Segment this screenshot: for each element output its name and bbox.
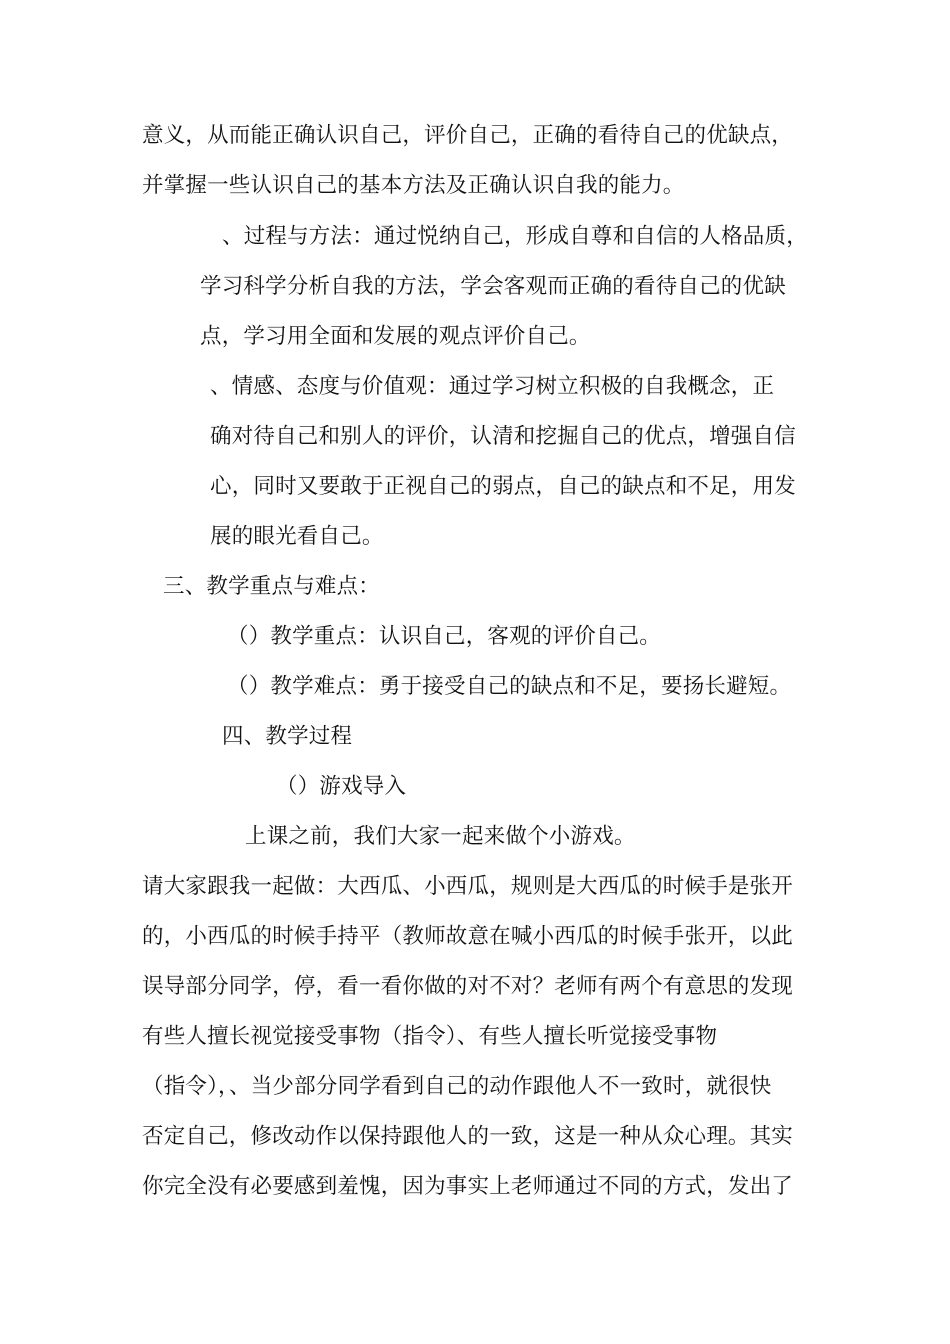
text-line: 展的眼光看自己。 [210,524,384,549]
subsection-heading: （）游戏导入 [276,774,407,799]
text-line: 学习科学分析自我的方法，学会客观而正确的看待自己的优缺 [200,274,786,299]
text-line: 、过程与方法：通过悦纳自己，形成自尊和自信的人格品质， [222,224,808,249]
text-line: 意义，从而能正确认识自己，评价自己，正确的看待自己的优缺点， [142,123,794,148]
text-line: 心，同时又要敢于正视自己的弱点，自己的缺点和不足，用发 [210,474,796,499]
text-line: 确对待自己和别人的评价，认清和挖掘自己的优点，增强自信 [210,424,796,449]
text-line: 上课之前，我们大家一起来做个小游戏。 [245,824,636,849]
text-line: 有些人擅长视觉接受事物（指令）、有些人擅长听觉接受事物 [142,1024,718,1049]
text-line: （）教学重点：认识自己，客观的评价自己。 [227,624,662,649]
text-line: （）教学难点：勇于接受自己的缺点和不足，要扬长避短。 [227,674,792,699]
text-line: 误导部分同学，停，看一看你做的对不对？老师有两个有意思的发现 [142,974,794,999]
text-line: 并掌握一些认识自己的基本方法及正确认识自我的能力。 [142,173,685,198]
text-line: 的，小西瓜的时候手持平（教师故意在喊小西瓜的时候手张开，以此 [142,924,794,949]
text-line: 点，学习用全面和发展的观点评价自己。 [200,324,591,349]
text-line: 你完全没有必要感到羞愧，因为事实上老师通过不同的方式，发出了 [142,1174,794,1199]
section-heading: 四、教学过程 [222,724,353,749]
text-line: （指令），、当少部分同学看到自己的动作跟他人不一致时，就很快 [142,1074,772,1099]
section-heading: 三、教学重点与难点： [163,574,381,599]
text-line: 请大家跟我一起做：大西瓜、小西瓜，规则是大西瓜的时候手是张开 [142,874,794,899]
text-line: 否定自己，修改动作以保持跟他人的一致，这是一种从众心理。其实 [142,1124,794,1149]
text-line: 、情感、态度与价值观：通过学习树立积极的自我概念，正 [210,374,775,399]
